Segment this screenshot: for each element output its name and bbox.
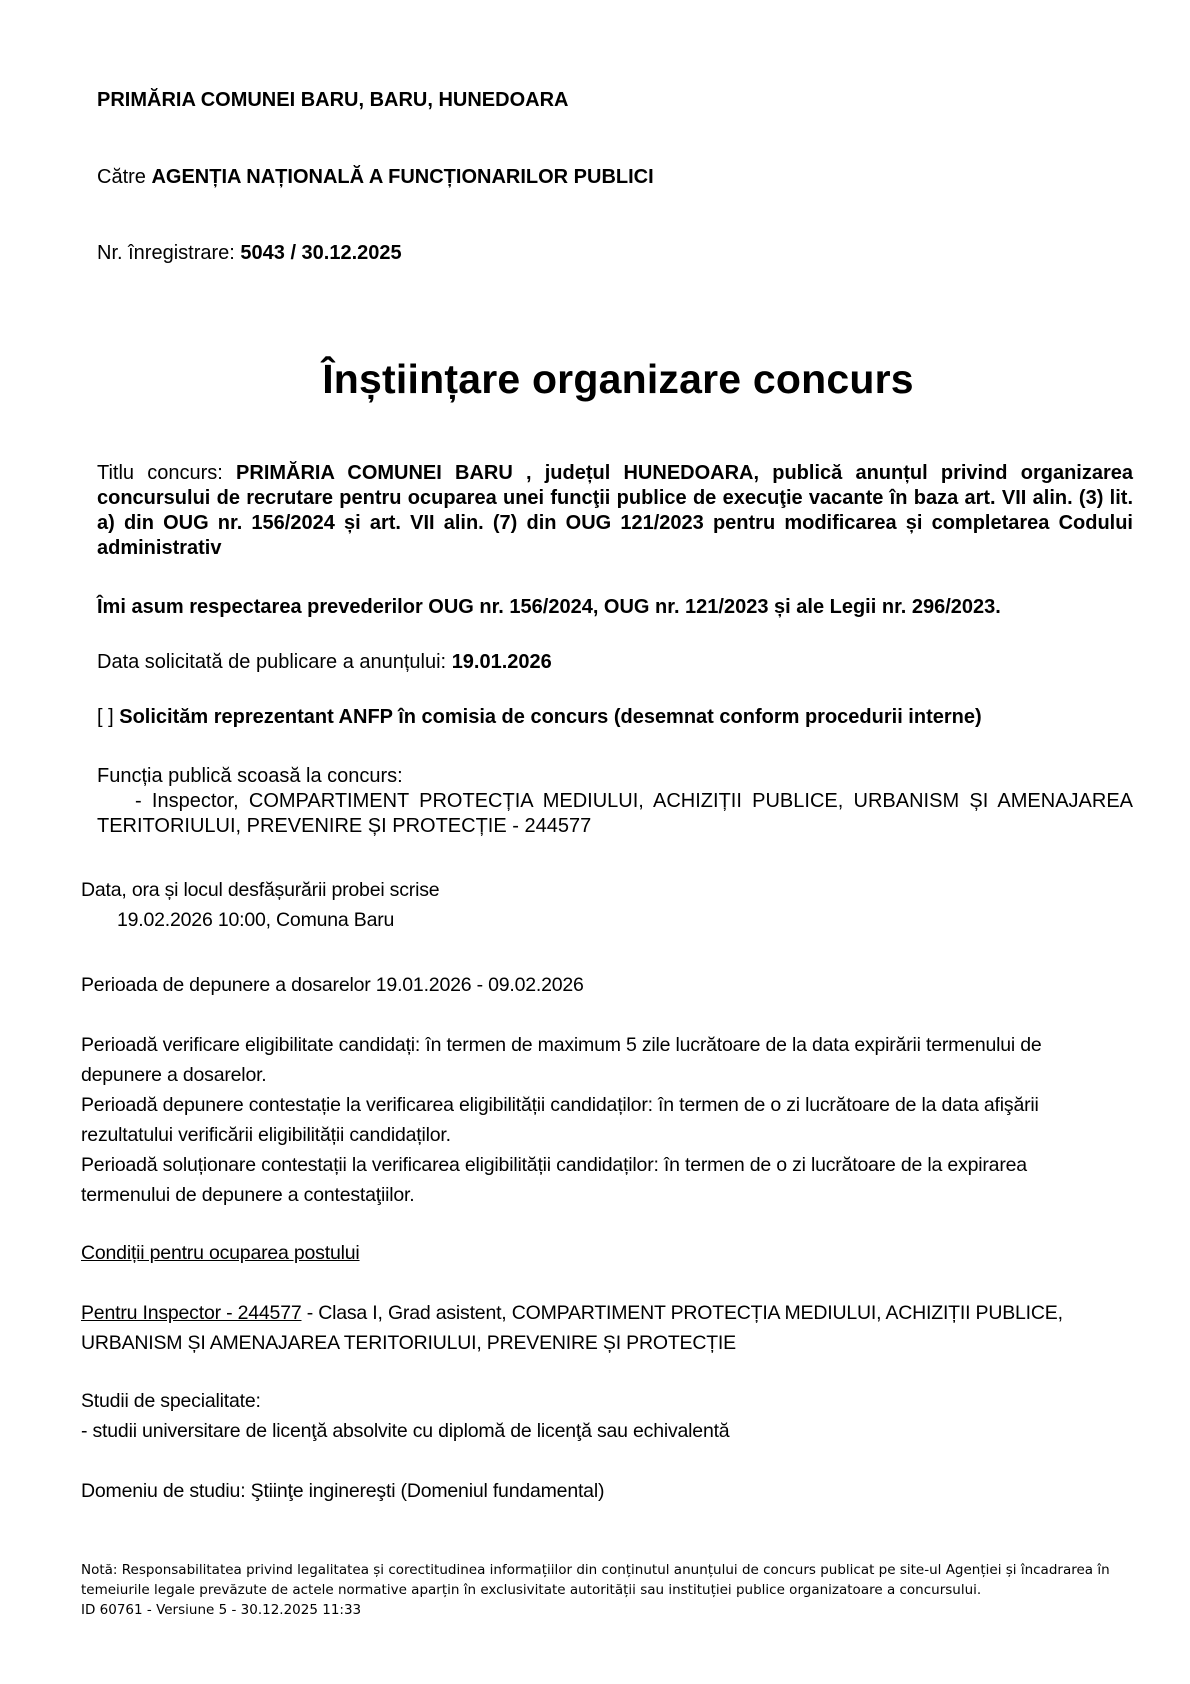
- contest-title: [97, 461, 1133, 561]
- conditions-heading: Condiții pentru ocuparea postului: [81, 1242, 360, 1264]
- written-exam-value: 19.02.2026 10:00, Comuna Baru: [117, 909, 395, 931]
- contest-title-value: PRIMĂRIA COMUNEI BARU , județul HUNEDOARA, publică anunțul privind organizarea concursului de recrutare pentru ocuparea unei funcţii publice de execuţie vacante în baza art. VII alin. (3) lit. a) din OUG nr. 156/2024 și art. VII alin. (7) din OUG 121/2023 pentru modificarea și completarea Codului administrativ: [97, 462, 1133, 559]
- recipient-agency: AGENȚIA NAȚIONALĂ A FUNCȚIONARILOR PUBLICI: [151, 166, 654, 188]
- study-domain: Domeniu de studiu: Ştiinţe inginereşti (Domeniul fundamental): [81, 1480, 605, 1502]
- registration-number: 5043 / 30.12.2025: [240, 242, 402, 264]
- position-details: - Clasa I, Grad asistent, COMPARTIMENT PROTECȚIA MEDIULUI, ACHIZIȚII PUBLICE, URBANISM ȘI AMENAJAREA TERITORIULUI, PREVENIRE ȘI PROTECȚIE: [81, 1302, 1063, 1354]
- publication-date-label: Data solicitată de publicare a anunțului:: [97, 651, 447, 673]
- appeal-submission: Perioadă depunere contestație la verificarea eligibilității candidaților: în termen de o zi lucrătoare de la data afişării rezultatului verificării eligibilității candidaților.: [81, 1094, 1039, 1146]
- studies-value: - studii universitare de licenţă absolvite cu diplomă de licenţă sau echivalentă: [81, 1420, 730, 1442]
- registration-label: Nr. înregistrare:: [97, 242, 235, 264]
- anfp-request-text: Solicităm reprezentant ANFP în comisia de concurs (desemnat conform procedurii interne): [119, 706, 982, 728]
- page-title: Înștiințare organizare concurs: [322, 356, 914, 402]
- contest-title-label: Titlu concurs:: [97, 462, 223, 484]
- anfp-request-line: [97, 706, 982, 729]
- publication-date-line: [97, 651, 552, 674]
- position-conditions: [81, 1298, 1161, 1358]
- institution-name: PRIMĂRIA COMUNEI BARU, BARU, HUNEDOARA: [97, 89, 569, 111]
- legal-note: Notă: Responsabilitatea privind legalitatea și corectitudinea informațiilor din conținutul anunțului de concurs publicat pe site-ul Agenției și încadrarea în temeiurile legale prevăzute de actele normative aparțin în exclusivitate autorității sau instituției publice organizatoare a concursului.: [81, 1562, 1110, 1598]
- recipient-prefix: Către: [97, 166, 146, 188]
- anfp-checkbox[interactable]: [ ]: [97, 706, 114, 728]
- position-value: - Inspector, COMPARTIMENT PROTECȚIA MEDIULUI, ACHIZIȚII PUBLICE, URBANISM ȘI AMENAJAREA TERITORIULUI, PREVENIRE ȘI PROTECȚIE - 244577: [97, 790, 1133, 837]
- position-label: Funcția publică scoasă la concurs:: [97, 765, 403, 787]
- eligibility-check: Perioadă verificare eligibilitate candidați: în termen de maximum 5 zile lucrătoare de la data expirării termenului de depunere a dosarelor.: [81, 1034, 1042, 1086]
- registration-line: [97, 242, 402, 265]
- recipient-line: [97, 166, 654, 189]
- legal-commitment: Îmi asum respectarea prevederilor OUG nr. 156/2024, OUG nr. 121/2023 și ale Legii nr. 296/2023.: [97, 596, 1001, 618]
- submission-period: Perioada de depunere a dosarelor 19.01.2026 - 09.02.2026: [81, 974, 584, 996]
- appeal-resolution: Perioadă soluționare contestații la verificarea eligibilității candidaților: în termen de o zi lucrătoare de la expirarea termenului de depunere a contestaţiilor.: [81, 1154, 1027, 1206]
- publication-date-value: 19.01.2026: [451, 651, 552, 673]
- document-id-version: ID 60761 - Versiune 5 - 30.12.2025 11:33: [81, 1602, 362, 1618]
- eligibility-block: [81, 1030, 1081, 1210]
- studies-label: Studii de specialitate:: [81, 1390, 261, 1412]
- written-exam-label: Data, ora și locul desfășurării probei scrise: [81, 879, 440, 901]
- position-link[interactable]: Pentru Inspector - 244577: [81, 1302, 302, 1324]
